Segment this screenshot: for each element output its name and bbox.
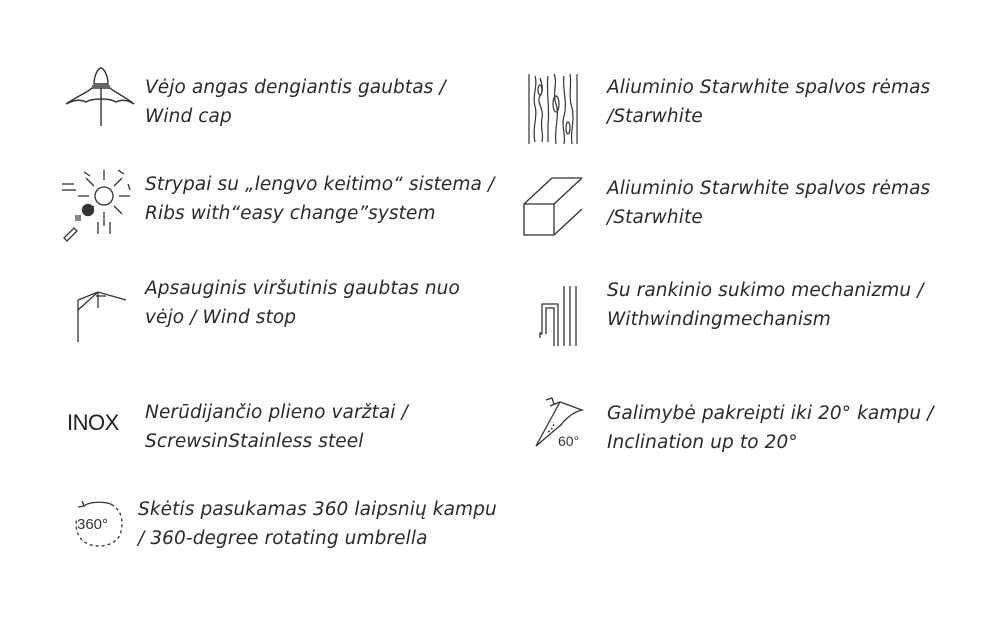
feature-line-2: Wind cap bbox=[145, 106, 232, 127]
feature-line-2: /Starwhite bbox=[607, 207, 703, 228]
feature-line-1: Aliuminio Starwhite spalvos rėmas bbox=[607, 77, 931, 98]
feature-line-1: Apsauginis viršutinis gaubtas nuo bbox=[145, 278, 460, 299]
feature-line-1: Aliuminio Starwhite spalvos rėmas bbox=[607, 178, 931, 199]
rotate-360-icon bbox=[72, 498, 128, 554]
ribs-change-icon bbox=[58, 166, 134, 246]
wind-stop-icon bbox=[74, 286, 130, 348]
feature-line-1: Su rankinio sukimo mechanizmu / bbox=[607, 280, 924, 301]
feature-line-1: Vėjo angas dengiantis gaubtas / bbox=[145, 77, 446, 98]
feature-line-2: Inclination up to 20° bbox=[607, 432, 798, 453]
feature-line-1: Skėtis pasukamas 360 laipsnių kampu bbox=[138, 499, 497, 520]
feature-line-2: / 360-degree rotating umbrella bbox=[138, 528, 428, 549]
tilt-angle-label: 60° bbox=[558, 433, 580, 449]
wind-cap-icon bbox=[64, 64, 136, 134]
crank-mechanism-icon bbox=[538, 284, 582, 352]
feature-line-2: /Starwhite bbox=[607, 106, 703, 127]
wood-grain-icon bbox=[526, 72, 580, 150]
feature-line-2: Withwindingmechanism bbox=[607, 309, 831, 330]
feature-line-2: ScrewsinStainless steel bbox=[145, 431, 364, 452]
rotate-360-label: 360° bbox=[77, 516, 109, 533]
feature-line-1: Strypai su „lengvo keitimo“ sistema / bbox=[145, 174, 495, 195]
inox-icon: INOX bbox=[67, 410, 119, 435]
tilt-icon bbox=[532, 396, 588, 458]
square-profile-icon bbox=[522, 174, 586, 242]
feature-line-2: Ribs with“easy change”system bbox=[145, 203, 436, 224]
feature-line-2: vėjo / Wind stop bbox=[145, 307, 297, 328]
feature-line-1: Galimybė pakreipti iki 20° kampu / bbox=[607, 403, 934, 424]
feature-line-1: Nerūdijančio plieno varžtai / bbox=[145, 402, 408, 423]
